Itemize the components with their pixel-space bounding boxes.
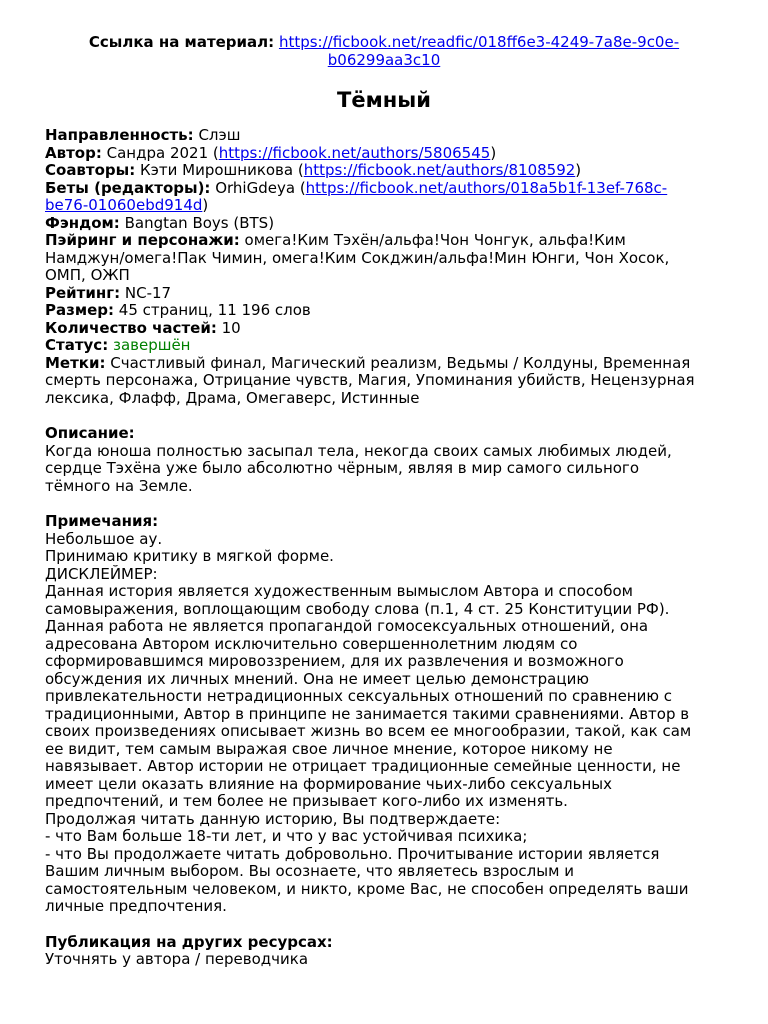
parts-label: Количество частей:: [45, 318, 217, 337]
notes-line: привлекательности нетрадиционных сексуальных отношений по сравнению с: [45, 687, 672, 705]
notes-section: [45, 513, 735, 916]
betas-url-line1: https://ficbook.net/authors/018a5b1f-13ef-768c-: [305, 178, 668, 197]
notes-line: Небольшое ау.: [45, 529, 163, 548]
rating-value: NC-17: [124, 283, 172, 302]
parts-value: 10: [221, 318, 241, 337]
source-label: Ссылка на материал:: [88, 33, 275, 51]
notes-line: ее видит, тем самым выражая свое личное мнение, которое никому не: [45, 739, 613, 758]
source-link-block: [60, 33, 708, 69]
description-line: Когда юноша полностью засыпал тела, некогда своих самых любимых людей,: [45, 441, 672, 460]
description-section: [45, 425, 735, 495]
meta-coauthors: Соавторы: Кэти Мирошникова (https://ficbook.net/authors/8108592): [45, 161, 582, 179]
notes-line: Продолжая читать данную историю, Вы подтверждаете:: [45, 809, 501, 828]
author-name: Сандра 2021: [106, 143, 209, 162]
fandom-value: Bangtan Boys (BTS): [124, 213, 275, 232]
document-content: [45, 127, 735, 969]
notes-line: Вашим личным выбором. Вы осознаете, что являетесь взрослым и: [45, 862, 574, 880]
source-url-line2: b06299aa3c10: [327, 51, 441, 69]
size-label: Размер:: [45, 301, 115, 319]
meta-tags: [45, 355, 735, 408]
source-url-link[interactable]: [279, 33, 679, 69]
meta-direction: [45, 127, 735, 145]
page-title: Тёмный: [337, 88, 431, 112]
description-heading: Описание:: [45, 424, 135, 442]
author-link[interactable]: https://ficbook.net/authors/5806545: [218, 143, 491, 162]
notes-line: самостоятельным человеком, и никто, кроме Вас, не способен определять ваши: [45, 879, 689, 898]
pairing-label: Пэйринг и персонажи:: [45, 231, 240, 249]
notes-line: традиционными, Автор в принципе не занимается такими сравнениями. Автор в: [45, 704, 690, 723]
meta-parts: [45, 320, 735, 338]
meta-status: [45, 337, 735, 355]
notes-line: предпочтений, и тем более не призывает кого-либо их изменять.: [45, 792, 568, 810]
notes-line: адресована Автором исключительно совершеннолетним людям со: [45, 634, 578, 653]
direction-label: Направленность:: [45, 126, 194, 144]
pairing-line2: Намджун/омега!Пак Чимин, омега!Ким Сокджин/альфа!Мин Юнги, Чон Хосок,: [45, 248, 670, 267]
description-line: сердце Тэхёна уже было абсолютно чёрным, являя в мир самого сильного: [45, 459, 639, 477]
tags-line3: лексика, Флафф, Драма, Омегаверс, Истинные: [45, 388, 420, 407]
notes-line: - что Вам больше 18-ти лет, и что у вас устойчивая психика;: [45, 827, 528, 845]
meta-betas: Беты (редакторы): OrhiGdeya (https://ficbook.net/authors/018a5b1f-13ef-768c- be76-01060ebd914d): [45, 178, 668, 214]
source-url-line1: https://ficbook.net/readfic/018ff6e3-4249-7a8e-9c0e-: [278, 33, 680, 51]
publication-section: [45, 934, 735, 969]
notes-line: сформировавшимся мировоззрением, для их развлечения и возможного: [45, 652, 624, 670]
notes-line: личные предпочтения.: [45, 897, 227, 915]
coauthors-label: Соавторы:: [45, 161, 136, 179]
pairing-line3: ОМП, ОЖП: [45, 266, 130, 284]
notes-line: Принимаю критику в мягкой форме.: [45, 547, 334, 565]
coauthors-name: Кэти Мирошникова: [140, 161, 294, 179]
notes-line: обсуждения их личных мнений. Она не имеет целью демонстрацию: [45, 669, 589, 688]
description-line: тёмного на Земле.: [45, 476, 193, 495]
fandom-label: Фэндом:: [45, 213, 120, 232]
notes-line: Данная работа не является пропагандой гомосексуальных отношений, она: [45, 617, 649, 635]
status-label: Статус:: [45, 336, 109, 354]
betas-name: OrhiGdeya: [215, 178, 296, 197]
notes-line: своих произведениях описывает жизнь во всем ее многообразии, такой, как сам: [45, 722, 692, 740]
direction-value: Слэш: [198, 126, 241, 144]
publication-heading: Публикация на других ресурсах:: [45, 932, 333, 951]
tags-label: Метки:: [45, 353, 106, 372]
meta-author: Автор: Сандра 2021 (https://ficbook.net/authors/5806545): [45, 143, 497, 162]
pairing-line1: омега!Ким Тэхён/альфа!Чон Чонгук, альфа!Ким: [244, 231, 626, 249]
meta-fandom: [45, 215, 735, 233]
meta-pairing: [45, 232, 735, 285]
notes-line: самовыражения, воплощающим свободу слова (п.1, 4 ст. 25 Конституции РФ).: [45, 599, 670, 618]
notes-heading: Примечания:: [45, 512, 159, 530]
notes-line: навязывает. Автор истории не отрицает традиционные семейные ценности, не: [45, 757, 681, 775]
betas-label: Беты (редакторы):: [45, 178, 211, 197]
notes-line: имеет цели оказать влияние на формирование чьих-либо сексуальных: [45, 774, 612, 793]
betas-url-line2: be76-01060ebd914d: [45, 196, 203, 214]
size-value: 45 страниц, 11 196 слов: [118, 301, 311, 319]
notes-line: ДИСКЛЕЙМЕР:: [45, 564, 158, 583]
notes-line: Данная история является художественным вымыслом Автора и способом: [45, 582, 633, 600]
meta-size: [45, 302, 735, 320]
rating-label: Рейтинг:: [45, 283, 121, 302]
coauthors-link[interactable]: https://ficbook.net/authors/8108592: [303, 161, 576, 179]
meta-rating: [45, 285, 735, 303]
publication-value: Уточнять у автора / переводчика: [45, 950, 309, 968]
notes-line: - что Вы продолжаете читать добровольно. Прочитывание истории является: [45, 844, 660, 863]
status-value: завершён: [112, 336, 191, 354]
tags-line2: смерть персонажа, Отрицание чувств, Магия, Упоминания убийств, Нецензурная: [45, 371, 695, 389]
tags-line1: Счастливый финал, Магический реализм, Ведьмы / Колдуны, Временная: [110, 353, 691, 372]
author-label: Автор:: [45, 143, 102, 162]
